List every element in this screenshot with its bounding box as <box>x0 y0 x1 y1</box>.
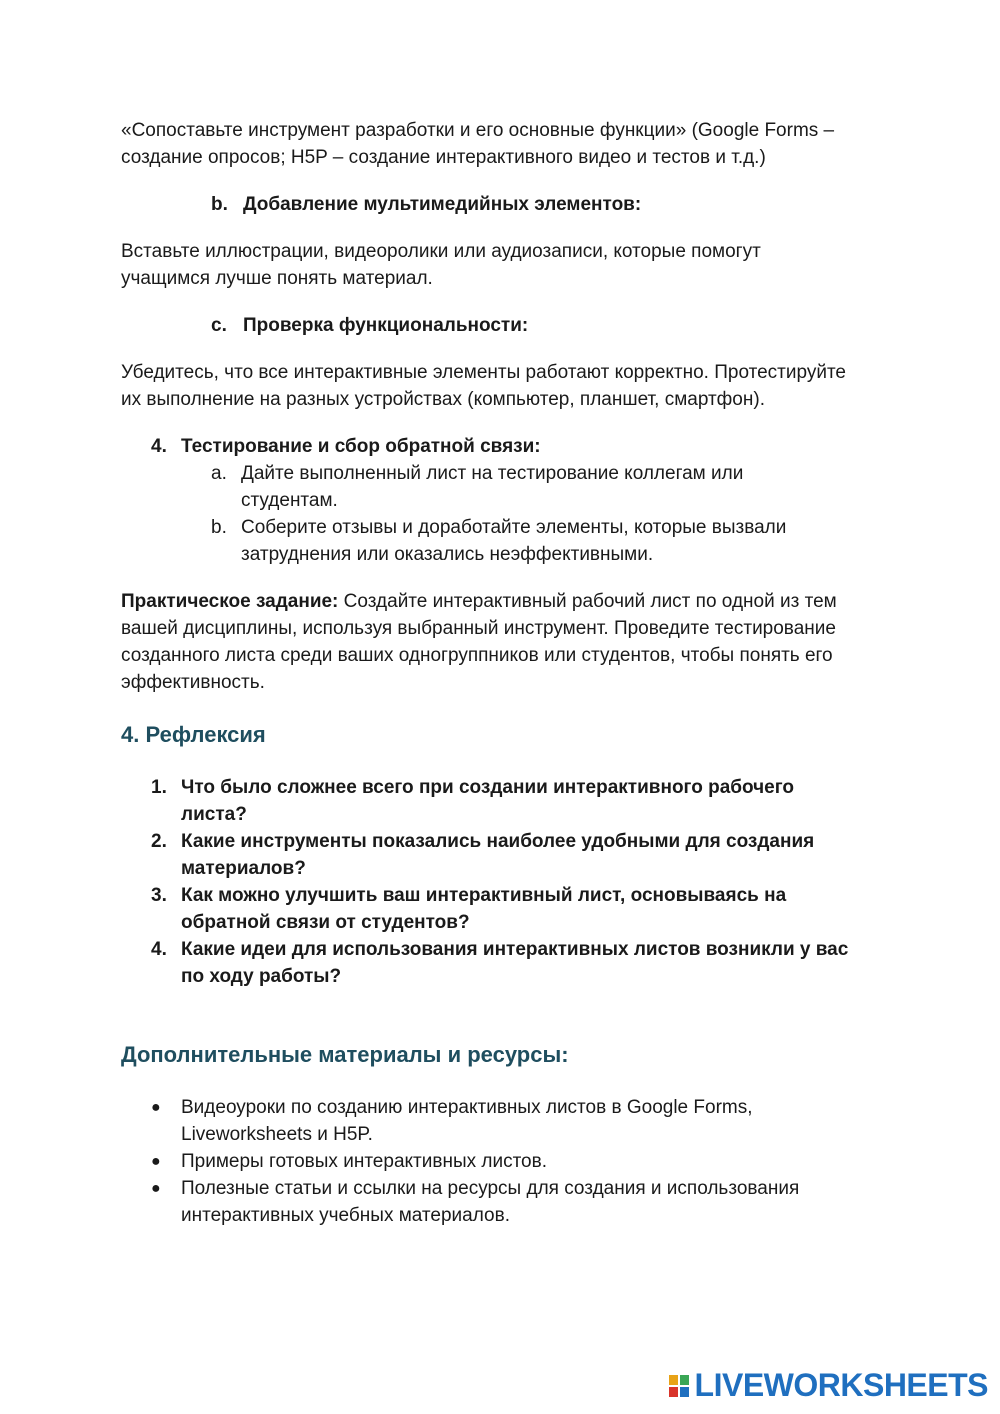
subsection-c <box>211 312 881 339</box>
bullet-icon: ● <box>151 1153 161 1170</box>
resources-list <box>121 1094 881 1229</box>
logo-square <box>669 1387 678 1397</box>
resource-item <box>121 1175 881 1229</box>
question-text: Какие инструменты показались наиболее удобными для создания материалов? <box>181 831 815 879</box>
question-text: Какие идеи для использования интерактивных листов возникли у вас по ходу работы? <box>181 939 849 987</box>
list-item-label: b. <box>211 517 227 538</box>
paragraph-c: Убедитесь, что все интерактивные элементы работают корректно. Протестируйте их выполнение на разных устройствах (компьютер, планшет, смартфон). <box>121 362 846 410</box>
question-item <box>121 828 881 882</box>
question-item <box>121 936 881 990</box>
bullet-icon: ● <box>151 1180 161 1197</box>
logo-icon <box>669 1375 689 1397</box>
subsection-b <box>211 191 881 218</box>
resource-item <box>121 1094 881 1148</box>
question-number: 2. <box>151 831 167 852</box>
reflection-heading: 4. Рефлексия <box>121 722 266 747</box>
question-text: Как можно улучшить ваш интерактивный лист, основываясь на обратной связи от студентов? <box>181 885 787 933</box>
list-item <box>211 514 881 568</box>
practice-label: Практическое задание: <box>121 591 339 612</box>
list-item-text: Соберите отзывы и доработайте элементы, которые вызвали затруднения или оказались неэффективными. <box>241 517 787 565</box>
paragraph-b: Вставьте иллюстрации, видеоролики или аудиозаписи, которые помогут учащимся лучше понять материал. <box>121 241 761 289</box>
reflection-questions <box>121 774 881 990</box>
resource-text: Примеры готовых интерактивных листов. <box>181 1151 548 1172</box>
list-item-text: Дайте выполненный лист на тестирование коллегам или студентам. <box>241 463 744 511</box>
logo-square <box>680 1375 689 1385</box>
logo-text: LIVEWORKSHEETS <box>694 1367 988 1403</box>
question-number: 1. <box>151 777 167 798</box>
resource-text: Видеоуроки по созданию интерактивных листов в Google Forms, Liveworksheets и H5P. <box>181 1097 753 1145</box>
question-item <box>121 774 881 828</box>
intro-paragraph: «Сопоставьте инструмент разработки и его основные функции» (Google Forms – создание опросов; H5P – создание интерактивного видео и тестов и т.д.) <box>121 120 835 168</box>
logo-square <box>680 1387 689 1397</box>
resources-heading: Дополнительные материалы и ресурсы: <box>121 1042 569 1067</box>
liveworksheets-logo <box>669 1367 988 1404</box>
subsection-label: b. <box>211 194 228 215</box>
bullet-icon: ● <box>151 1099 161 1116</box>
logo-square <box>669 1375 678 1385</box>
resource-item <box>121 1148 881 1175</box>
step-4 <box>121 433 881 460</box>
question-number: 4. <box>151 939 167 960</box>
step-number: 4. <box>151 436 167 457</box>
question-item <box>121 882 881 936</box>
subsection-title: Проверка функциональности: <box>243 315 529 336</box>
practice-paragraph <box>121 588 856 696</box>
practice-text: Создайте интерактивный рабочий лист по одной из тем вашей дисциплины, используя выбранный инструмент. Проведите тестирование созданного листа среди ваших одногруппников или студентов, чтобы понять его эффективность. <box>121 591 837 693</box>
question-text: Что было сложнее всего при создании интерактивного рабочего листа? <box>181 777 795 825</box>
document-page <box>121 117 881 1229</box>
step-title: Тестирование и сбор обратной связи: <box>181 436 541 457</box>
subsection-title: Добавление мультимедийных элементов: <box>243 194 642 215</box>
list-item-label: a. <box>211 463 227 484</box>
question-number: 3. <box>151 885 167 906</box>
list-item <box>211 460 881 514</box>
resource-text: Полезные статьи и ссылки на ресурсы для создания и использования интерактивных учебных материалов. <box>181 1178 800 1226</box>
subsection-label: c. <box>211 315 227 336</box>
